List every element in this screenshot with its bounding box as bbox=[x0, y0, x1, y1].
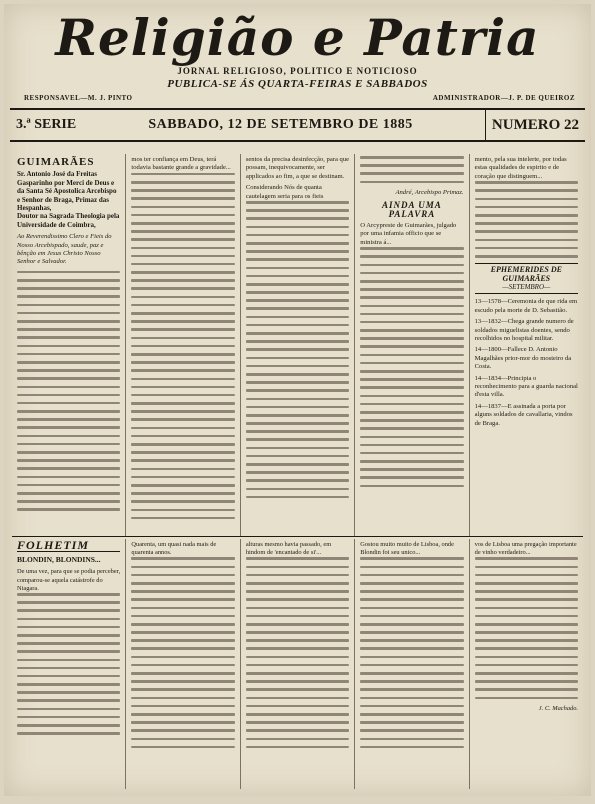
ephemeris-entry: 13—1832—Chega grande numero de soldados miguelistas doentes, sendo recolhidos no hospital militar. bbox=[474, 318, 574, 342]
guimaraes-heading: GUIMARÃES bbox=[17, 156, 95, 168]
issue-series: 3.ª SERIE bbox=[16, 117, 77, 132]
text-block bbox=[131, 557, 234, 748]
pastoral-lead-2: Doutor na Sagrada Theologia pela Universidade de Coimbra, bbox=[17, 212, 120, 229]
folhetim-col5-opening: vos de Lisboa uma pregação importante de vinho verdadeiro... bbox=[474, 541, 577, 557]
newspaper-title: Religião e Patria bbox=[55, 8, 540, 67]
ephemerides-heading: EPHEMERIDES DE GUIMARÃES bbox=[490, 265, 562, 283]
column-3-paragraph: Considerando Nós de quanta cautelagem seria para os fieis bbox=[245, 184, 324, 200]
ephemeris-entry: 14—1800—Fallece D. Antonio Magalhães prior-mor do mosteiro da Costa. bbox=[474, 346, 572, 371]
column-2-opening: mos ter confiança em Deus, terá todavia bastante grande a gravidade... bbox=[131, 156, 231, 172]
folhetim-col2-opening: Quarenta, um quasi nada mais de quarenta annos. bbox=[131, 541, 217, 557]
ephemeris-entry: 14—1837—E assinada a porta por alguns soldados de cavallaria, vindos de Braga. bbox=[474, 402, 573, 427]
folhetim-col4-opening: Gostou muito muito de Lisboa, onde Blondin foi seu unico... bbox=[360, 541, 454, 557]
issue-date: SABBADO, 12 DE SETEMBRO DE 1885 bbox=[148, 117, 413, 132]
ephemeris-entry: 13—1578—Ceremonia de que rida em escudo pela morte de D. Sebastião. bbox=[474, 298, 578, 314]
editor-credit: RESPONSAVEL—M. J. PINTO bbox=[24, 94, 133, 102]
issue-number: NUMERO 22 bbox=[485, 110, 579, 140]
folhetim-opening: De uma vez, para que se podia perceber, comparou-se aquela catástrofe do Niagara. bbox=[17, 568, 121, 592]
folhetim-column-5 bbox=[469, 539, 583, 789]
issue-bar bbox=[10, 108, 585, 142]
text-block bbox=[360, 156, 463, 183]
text-block bbox=[246, 201, 349, 498]
column-1 bbox=[12, 154, 125, 536]
text-block bbox=[131, 173, 234, 519]
text-block bbox=[475, 557, 578, 699]
folhetim-column-1 bbox=[12, 539, 125, 789]
archbishop-signature: André, Arcebispo Primaz. bbox=[395, 188, 464, 196]
folhetim-title: BLONDIN, BLONDINS... bbox=[17, 555, 101, 565]
folhetim-column-3 bbox=[240, 539, 354, 789]
column-4-paragraph: O Arcypreste de Guimarães, julgado por uma infamia officio que se ministra á... bbox=[360, 221, 457, 246]
column-5-opening: mento, pela sua intelerte, por todas estas qualidades de espirito e de coração que distinguem... bbox=[474, 156, 567, 180]
folhetim-divider bbox=[12, 536, 583, 537]
text-block bbox=[246, 557, 349, 748]
folhetim-section bbox=[12, 539, 583, 789]
pastoral-epigraph: Ao Reverendissimo Clero e Fieis do Nosso Arcebispado, saude, paz e bênção em Jesus Christo Nosso Senhor e Salvador. bbox=[17, 233, 112, 266]
column-2 bbox=[125, 154, 239, 536]
folhetim-signature: J. C. Machado. bbox=[538, 704, 579, 712]
newspaper-page bbox=[4, 4, 591, 796]
column-5 bbox=[469, 154, 583, 536]
column-3 bbox=[240, 154, 354, 536]
newspaper-subtitle: JORNAL RELIGIOSO, POLITICO E NOTICIOSO bbox=[177, 66, 418, 76]
folhetim-column-2 bbox=[125, 539, 239, 789]
administrator-credit: ADMINISTRADOR—J. P. DE QUEIROZ bbox=[432, 94, 575, 102]
folhetim-header: FOLHETIM bbox=[17, 541, 120, 552]
folhetim-col3-opening: alturas mesmo havia passado, em hindom de 'encantado de si'... bbox=[245, 541, 332, 557]
staff-line bbox=[4, 90, 591, 102]
upper-columns bbox=[12, 154, 583, 536]
text-block bbox=[17, 593, 120, 735]
publication-schedule: PUBLICA-SE ÁS QUARTA-FEIRAS E SABBADOS bbox=[167, 78, 428, 90]
masthead bbox=[4, 4, 591, 102]
ephemeris-entry: 14—1834—Principia o reconhecimento para a guarda nacional d'esta villa. bbox=[474, 374, 578, 399]
text-block bbox=[360, 247, 463, 487]
folhetim-column-4 bbox=[354, 539, 468, 789]
ephemerides-month: —SETEMBRO— bbox=[502, 282, 551, 291]
text-block bbox=[17, 271, 120, 511]
pastoral-lead: Sr. Antonio José da Freitas Gasparinho por Merci de Deus e da Santa Sé Apostolica Arcebispo e Senhor de Braga, Primaz das Hespanhas, bbox=[17, 170, 117, 213]
text-block bbox=[360, 557, 463, 748]
ephemerides-title bbox=[475, 263, 578, 294]
column-3-opening: sentos da precisa desinfecção, para que possam, inequivocamente, ser applicados ao fim, a que se destinam. bbox=[245, 156, 350, 180]
column-4 bbox=[354, 154, 468, 536]
ainda-heading: AINDA UMA PALAVRA bbox=[382, 200, 442, 219]
text-block bbox=[475, 181, 578, 257]
